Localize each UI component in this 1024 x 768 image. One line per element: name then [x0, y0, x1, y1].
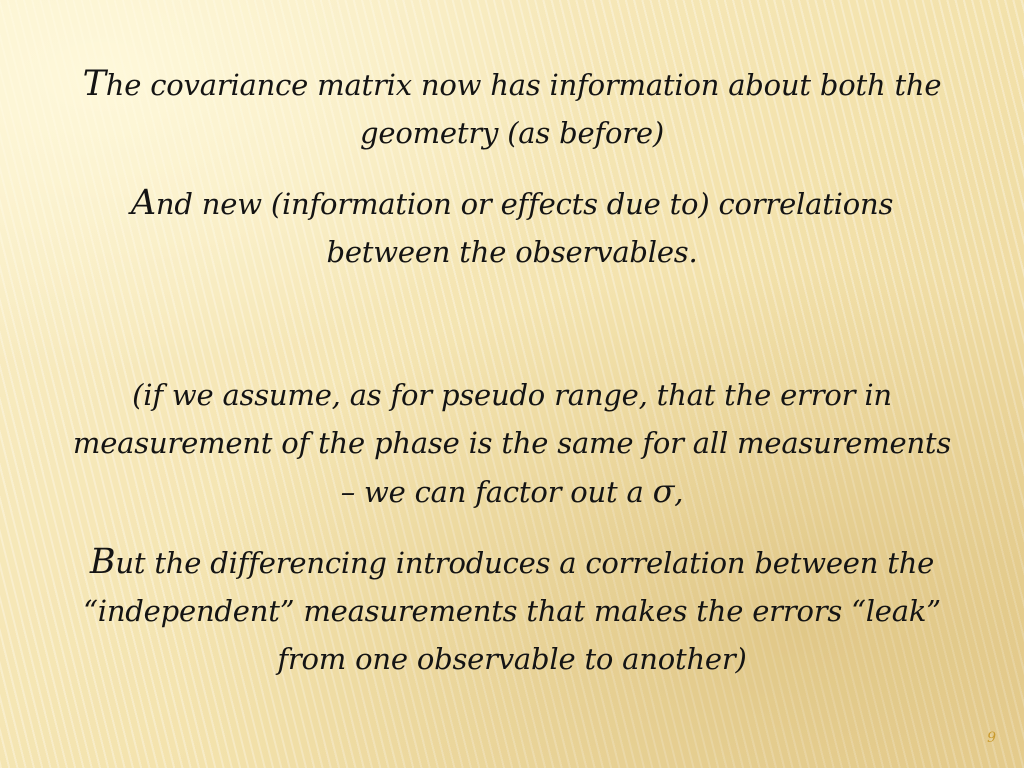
paragraph-differencing-line-2: “independent” measurements that makes the errors “leak”	[83, 594, 941, 628]
paragraph-assumption	[0, 371, 1024, 516]
text-run: ,	[674, 475, 684, 509]
page-number: 9	[987, 730, 996, 746]
drop-cap: T	[82, 64, 106, 104]
paragraph-covariance-line-1	[0, 60, 1024, 109]
sigma-symbol: σ	[652, 472, 675, 510]
paragraph-assumption-line-2: measurement of the phase is the same for all measurements	[72, 426, 952, 460]
drop-cap: A	[130, 183, 156, 223]
paragraph-covariance-line-2: geometry (as before)	[360, 116, 664, 150]
paragraph-covariance	[0, 60, 1024, 157]
paragraph-assumption-line-3	[0, 467, 1024, 516]
paragraph-differencing-line-1	[0, 538, 1024, 587]
text-run: nd new (information or effects due to) correlations	[155, 187, 894, 221]
paragraph-assumption-line-1: (if we assume, as for pseudo range, that the error in	[132, 378, 892, 412]
text-run: – we can factor out a	[340, 475, 653, 509]
paragraph-correlations-line-2: between the observables.	[326, 235, 698, 269]
paragraph-correlations-line-1	[0, 179, 1024, 228]
drop-cap: B	[89, 542, 116, 582]
text-run: ut the differencing introduces a correlation between the	[115, 546, 935, 580]
paragraph-differencing-line-3: from one observable to another)	[277, 642, 747, 676]
paragraph-correlations	[0, 179, 1024, 276]
paragraph-differencing	[0, 538, 1024, 683]
text-run: he covariance matrix now has information about both the	[105, 68, 942, 102]
